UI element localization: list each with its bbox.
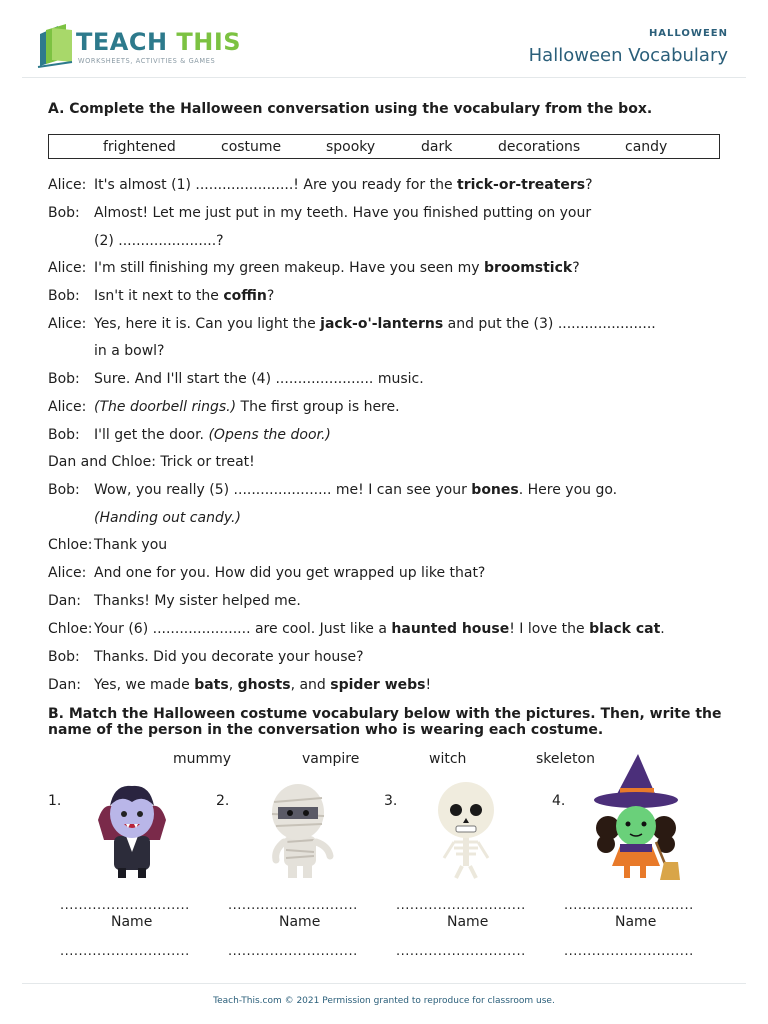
dialogue-text <box>94 176 593 194</box>
dialogue-segment: Yes, here it is. Can you light the <box>94 316 321 332</box>
logo-word-this: THIS <box>176 28 242 56</box>
dialogue-segment: , <box>228 677 238 693</box>
dialogue-text <box>94 204 591 222</box>
vocabulary-term: trick-or-treaters <box>457 177 586 193</box>
speaker-label: Alice: <box>48 260 87 276</box>
book-icon <box>36 24 76 68</box>
vocabulary-term: bones <box>471 482 519 498</box>
name-dots[interactable]: ............................ <box>60 944 190 959</box>
speaker-label: Chloe: <box>48 537 93 553</box>
dialogue-segment: , and <box>290 677 331 693</box>
category-label: HALLOWEEN <box>648 28 728 39</box>
stage-direction: (Handing out candy.) <box>94 510 241 526</box>
speaker-label: Alice: <box>48 399 87 415</box>
dialogue-text <box>94 592 301 610</box>
dialogue-text <box>94 536 167 554</box>
dialogue-segment: I'll get the door. <box>94 427 209 443</box>
item-number: 3. <box>384 793 398 809</box>
speaker-label: Alice: <box>48 565 87 581</box>
dialogue-segment: (2) ......................? <box>94 233 224 249</box>
name-dots[interactable]: ............................ <box>228 944 358 959</box>
speaker-label: Dan: <box>48 677 81 693</box>
dialogue-text <box>94 315 656 333</box>
teach-this-logo <box>36 24 242 70</box>
dialogue-segment: I'm still finishing my green makeup. Have you seen my <box>94 260 485 276</box>
vocabulary-term: spider webs <box>330 677 426 693</box>
costume-word: witch <box>429 751 467 767</box>
dialogue-text <box>94 287 274 305</box>
header-divider <box>22 77 746 78</box>
speaker-label: Bob: <box>48 205 80 221</box>
name-label: Name <box>111 914 153 930</box>
name-dots[interactable]: ............................ <box>564 944 694 959</box>
stage-direction: (Opens the door.) <box>208 427 331 443</box>
vocab-word: frightened <box>103 139 176 155</box>
name-label: Name <box>447 914 489 930</box>
costume-word: skeleton <box>536 751 595 767</box>
vocab-word: decorations <box>498 139 581 155</box>
item-number: 2. <box>216 793 230 809</box>
dialogue-segment: Sure. And I'll start the (4) ...................... music. <box>94 371 424 387</box>
vocabulary-term: black cat <box>589 621 661 637</box>
vocabulary-term: coffin <box>223 288 267 304</box>
name-label: Name <box>615 914 657 930</box>
vampire-illustration <box>94 780 170 880</box>
speaker-label: Bob: <box>48 288 80 304</box>
logo-word-teach: TEACH <box>76 28 168 56</box>
dialogue-segment: Wow, you really (5) ...................... me! I can see your <box>94 482 472 498</box>
vocabulary-box <box>48 134 720 159</box>
dialogue-text <box>94 370 424 388</box>
vocabulary-term: broomstick <box>484 260 573 276</box>
dialogue-text <box>94 676 431 694</box>
dialogue-segment: ! I love the <box>509 621 590 637</box>
dialogue-segment: . <box>660 621 665 637</box>
speaker-label: Bob: <box>48 427 80 443</box>
speaker-label: Bob: <box>48 482 80 498</box>
dialogue-text <box>94 509 241 527</box>
dialogue-segment: Thank you <box>94 537 168 553</box>
dialogue-text <box>94 648 364 666</box>
dialogue-segment: Almost! Let me just put in my teeth. Have you finished putting on your <box>94 205 592 221</box>
answer-dots[interactable]: ............................ <box>60 898 190 913</box>
dialogue-segment: Isn't it next to the <box>94 288 224 304</box>
page-header <box>0 0 768 80</box>
answer-dots[interactable]: ............................ <box>396 898 526 913</box>
dialogue-segment: Thanks! My sister helped me. <box>94 593 301 609</box>
dialogue-text <box>94 620 665 638</box>
speaker-label: Alice: <box>48 177 87 193</box>
witch-illustration <box>592 752 684 882</box>
vocabulary-term: haunted house <box>391 621 510 637</box>
vocab-word: spooky <box>326 139 376 155</box>
name-dots[interactable]: ............................ <box>396 944 526 959</box>
item-number: 4. <box>552 793 566 809</box>
speaker-label: Bob: <box>48 649 80 665</box>
dialogue-text <box>94 564 485 582</box>
logo-tagline: WORKSHEETS, ACTIVITIES & GAMES <box>78 57 216 65</box>
dialogue-segment: It's almost (1) ......................! Are you ready for the <box>94 177 458 193</box>
dialogue-segment: The first group is here. <box>236 399 400 415</box>
vocab-word: costume <box>221 139 282 155</box>
dialogue-segment: in a bowl? <box>94 343 165 359</box>
dialogue-segment: and put the (3) ...................... <box>443 316 656 332</box>
dialogue-text <box>94 426 331 444</box>
dialogue-text <box>94 398 400 416</box>
dialogue-segment: . Here you go. <box>518 482 618 498</box>
dialogue-text <box>94 481 617 499</box>
dialogue-text <box>94 232 224 250</box>
dialogue-segment: ! <box>425 677 432 693</box>
costume-word: mummy <box>173 751 232 767</box>
skeleton-illustration <box>432 780 500 880</box>
vocab-word: dark <box>421 139 453 155</box>
vocabulary-term: bats <box>194 677 229 693</box>
footer-copyright: Teach-This.com © 2021 Permission granted to reproduce for classroom use. <box>213 996 555 1006</box>
answer-dots[interactable]: ............................ <box>564 898 694 913</box>
section-a-instruction: A. Complete the Halloween conversation using the vocabulary from the box. <box>48 101 653 117</box>
dialogue-segment: Dan and Chloe: Trick or treat! <box>48 454 255 470</box>
answer-dots[interactable]: ............................ <box>228 898 358 913</box>
dialogue-text <box>48 453 255 471</box>
speaker-label: Alice: <box>48 316 87 332</box>
vocabulary-term: ghosts <box>237 677 291 693</box>
dialogue-text <box>94 259 580 277</box>
speaker-label: Chloe: <box>48 621 93 637</box>
dialogue-segment: And one for you. How did you get wrapped up like that? <box>94 565 486 581</box>
costume-word: vampire <box>302 751 360 767</box>
item-number: 1. <box>48 793 62 809</box>
dialogue-segment: Your (6) ...................... are cool. Just like a <box>94 621 392 637</box>
name-label: Name <box>279 914 321 930</box>
dialogue-segment: ? <box>572 260 580 276</box>
dialogue-segment: Yes, we made <box>94 677 195 693</box>
dialogue-segment: ? <box>266 288 275 304</box>
section-b-instruction: B. Match the Halloween costume vocabulary below with the pictures. Then, write the name of the person in the conversation who is wearing each costume. <box>48 706 722 738</box>
speaker-label: Dan: <box>48 593 81 609</box>
vocabulary-term: jack-o'-lanterns <box>320 316 444 332</box>
dialogue-segment: ? <box>585 177 593 193</box>
dialogue-text <box>94 342 164 360</box>
mummy-illustration <box>264 780 336 880</box>
vocab-word: candy <box>625 139 668 155</box>
footer-divider <box>22 983 746 984</box>
dialogue-segment: Thanks. Did you decorate your house? <box>94 649 364 665</box>
stage-direction: (The doorbell rings.) <box>94 399 237 415</box>
page-title: Halloween Vocabulary <box>528 45 728 66</box>
speaker-label: Bob: <box>48 371 80 387</box>
